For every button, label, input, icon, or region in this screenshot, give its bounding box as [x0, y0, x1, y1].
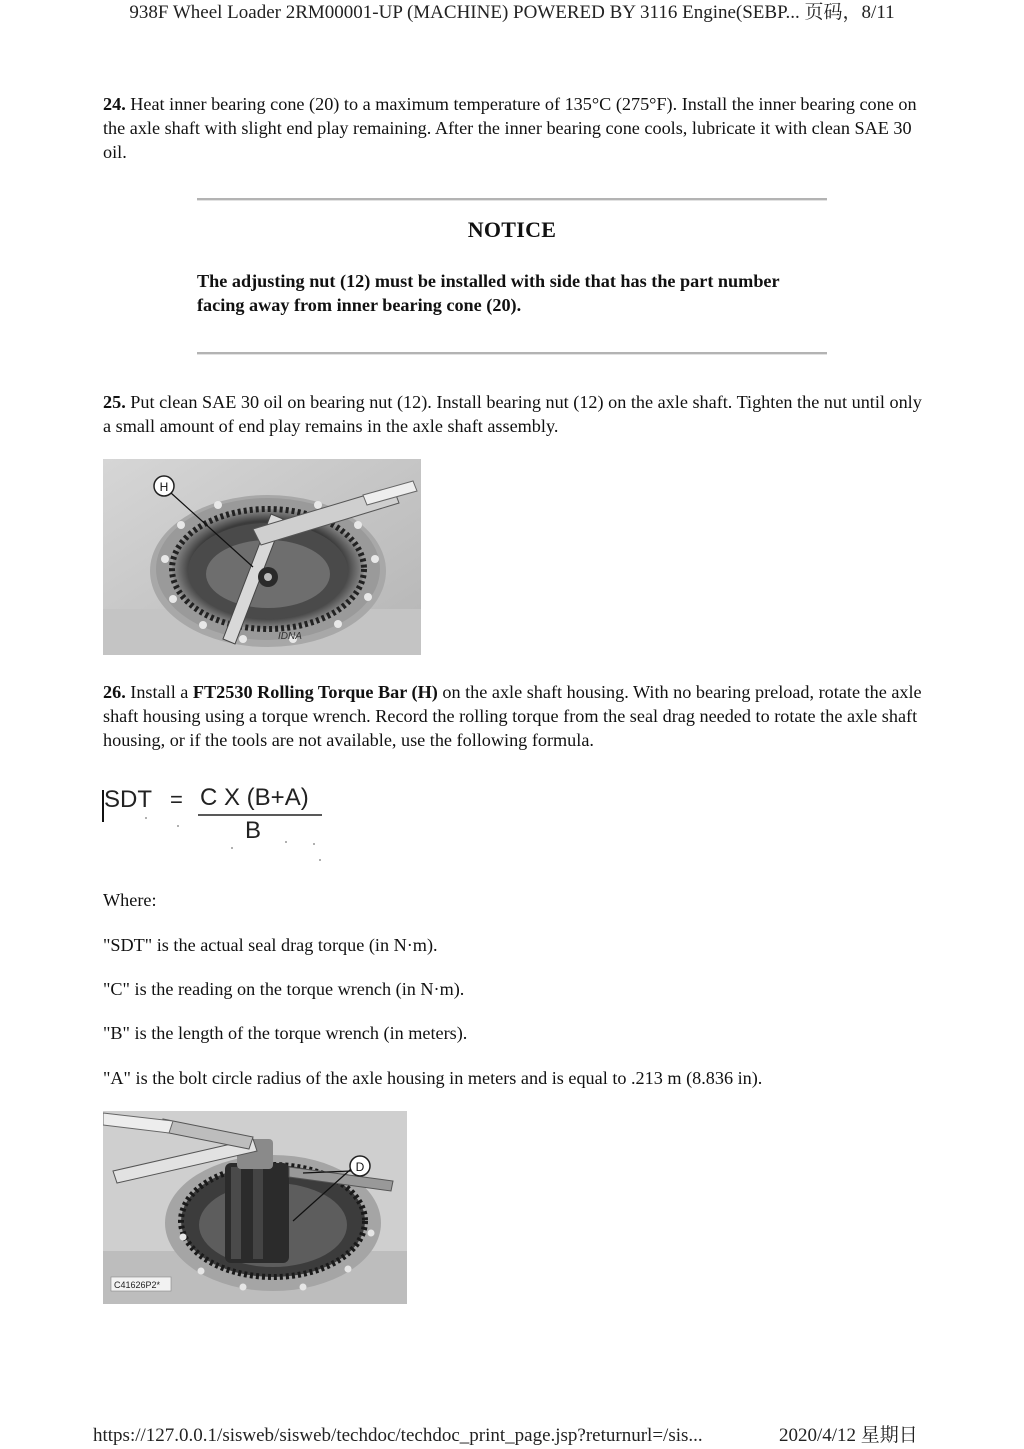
- where-a: "A" is the bolt circle radius of the axle housing in meters and is equal to .213 m (8.836 in).: [103, 1068, 763, 1088]
- step-26-number: 26.: [103, 682, 126, 702]
- figure-1-callout: H: [159, 480, 169, 494]
- step-26: [103, 680, 923, 752]
- step-26-tool-name: FT2530 Rolling Torque Bar (H): [192, 682, 438, 702]
- figure-2-callout: D: [355, 1160, 365, 1174]
- seal-drag-formula: [100, 776, 335, 866]
- page-header: 938F Wheel Loader 2RM00001-UP (MACHINE) POWERED BY 3116 Engine(SEBP... 页码，8/11: [129, 2, 895, 23]
- figure-2-caption: C41626P2*: [114, 1280, 161, 1290]
- step-26-pre: Install a: [125, 682, 193, 702]
- formula-equals: =: [170, 787, 183, 812]
- notice-top-rule: [197, 198, 827, 201]
- formula-numerator: C X (B+A): [200, 784, 309, 811]
- where-sdt: "SDT" is the actual seal drag torque (in N·m).: [103, 935, 438, 955]
- where-label: Where:: [103, 890, 157, 910]
- step-24: [103, 92, 923, 164]
- figure-wrench-photo: [103, 1111, 407, 1304]
- where-c: "C" is the reading on the torque wrench (in N·m).: [103, 979, 465, 999]
- step-25-number: 25.: [103, 392, 126, 412]
- formula-lhs: SDT: [104, 786, 152, 813]
- footer-date: 2020/4/12 星期日: [779, 1425, 918, 1446]
- figure-torque-bar-photo: [103, 459, 421, 655]
- step-24-text: Heat inner bearing cone (20) to a maximum temperature of 135°C (275°F). Install the inner bearing cone on the axle shaft with slight end play remaining. After the inner bearing cone cools, lubricate it with clean SAE 30 oil.: [103, 94, 917, 162]
- where-b: "B" is the length of the torque wrench (in meters).: [103, 1023, 468, 1043]
- footer-url: https://127.0.0.1/sisweb/sisweb/techdoc/techdoc_print_page.jsp?returnurl=/sis...: [93, 1425, 703, 1446]
- notice-text: The adjusting nut (12) must be installed with side that has the part number facing away from inner bearing cone (20).: [197, 271, 780, 315]
- notice-bottom-rule: [197, 352, 827, 355]
- step-26-post: on the axle shaft housing. With no bearing preload, rotate the axle shaft housing using a torque wrench. Record the rolling torque from the seal drag needed to rotate the axle shaft housing, or if the tools are not available, use the following formula.: [103, 682, 922, 750]
- step-25-text: Put clean SAE 30 oil on bearing nut (12). Install bearing nut (12) on the axle shaft. Tighten the nut until only a small amount of end play remains in the axle shaft assembly.: [103, 392, 922, 436]
- figure-1-stamp: IDNA: [278, 631, 302, 642]
- formula-denominator: B: [245, 817, 262, 844]
- step-25: [103, 390, 923, 438]
- notice-title: NOTICE: [467, 217, 557, 242]
- step-24-number: 24.: [103, 94, 126, 114]
